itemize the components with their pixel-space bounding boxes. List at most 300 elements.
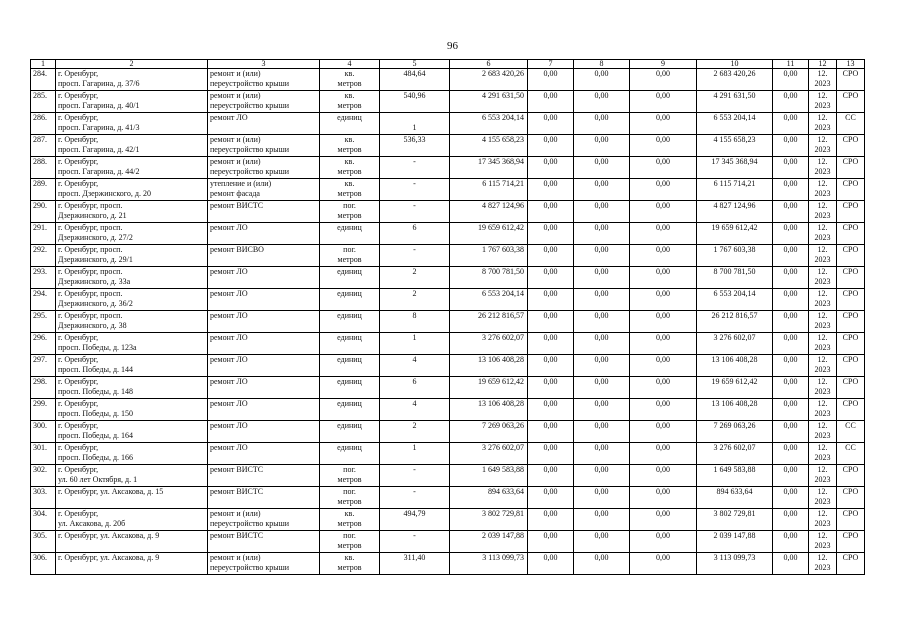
col8-cell: [574, 421, 630, 443]
unit-line-2: метров: [337, 189, 362, 198]
total-cost-cell: [450, 333, 528, 355]
col-header: 10: [697, 60, 773, 69]
row-number-text: 285.: [33, 91, 47, 100]
quantity-cell: [380, 377, 450, 399]
col-header: 1: [31, 60, 56, 69]
col10-value: 17 345 368,94: [711, 157, 758, 166]
col-header: 13: [837, 60, 865, 69]
col11-cell: [773, 487, 809, 509]
work-line-1: ремонт ЛО: [210, 355, 248, 364]
address-cell: [56, 443, 208, 465]
col10-cell: [697, 113, 773, 135]
month-cell: [809, 179, 837, 201]
col7-cell: [528, 113, 574, 135]
col8-value: 0,00: [594, 179, 609, 188]
quantity-cell: [380, 399, 450, 421]
method-cell: [837, 135, 865, 157]
total-cost-value: 4 291 631,50: [482, 91, 524, 100]
table-row: [31, 553, 865, 575]
address-cell: [56, 157, 208, 179]
total-cost-cell: [450, 509, 528, 531]
address-line-1: г. Оренбург,: [58, 465, 99, 474]
work-line-1: ремонт и (или): [210, 69, 261, 78]
total-cost-cell: [450, 245, 528, 267]
col9-cell: [630, 91, 697, 113]
address-line-1: г. Оренбург,: [58, 135, 99, 144]
col10-value: 6 553 204,14: [713, 289, 756, 298]
work-type-cell: [208, 355, 320, 377]
col7-value: 0,00: [543, 443, 558, 452]
table-row: [31, 355, 865, 377]
address-line-2: ул. Аксакова, д. 20б: [58, 519, 126, 528]
total-cost-cell: [450, 355, 528, 377]
address-line-2: Дзержинского, д. 38: [58, 321, 127, 330]
col11-value: 0,00: [783, 377, 798, 386]
table-row: [31, 157, 865, 179]
address-line-1: г. Оренбург,: [58, 69, 99, 78]
col7-value: 0,00: [543, 267, 558, 276]
address-cell: [56, 553, 208, 575]
col11-value: 0,00: [783, 355, 798, 364]
col8-cell: [574, 201, 630, 223]
col7-value: 0,00: [543, 157, 558, 166]
work-line-2: переустройство крыши: [210, 519, 290, 528]
total-cost-cell: [450, 223, 528, 245]
col7-cell: [528, 487, 574, 509]
address-cell: [56, 487, 208, 509]
month-line-1: 12.: [817, 135, 828, 144]
unit-cell: [320, 311, 380, 333]
work-type-cell: [208, 421, 320, 443]
col7-value: 0,00: [543, 69, 558, 78]
month-line-2: 2023: [814, 167, 831, 176]
table-row: [31, 487, 865, 509]
total-cost-cell: [450, 377, 528, 399]
method-cell: [837, 267, 865, 289]
month-cell: [809, 487, 837, 509]
col7-cell: [528, 399, 574, 421]
table-row: [31, 135, 865, 157]
unit-cell: [320, 355, 380, 377]
quantity-value: 2: [412, 421, 417, 430]
row-number: [31, 443, 56, 465]
month-line-2: 2023: [814, 453, 831, 462]
col7-cell: [528, 377, 574, 399]
row-number-text: 302.: [33, 465, 47, 474]
quantity-cell: [380, 113, 450, 135]
unit-line-2: метров: [337, 497, 362, 506]
col-header: 4: [320, 60, 380, 69]
row-number-text: 301.: [33, 443, 47, 452]
unit-line-1: единиц: [337, 223, 362, 232]
address-line-2: просп. Гагарина, д. 40/1: [58, 101, 140, 110]
col11-value: 0,00: [783, 69, 798, 78]
month-line-1: 12.: [817, 179, 828, 188]
col9-cell: [630, 553, 697, 575]
col8-cell: [574, 487, 630, 509]
method-value: СРО: [842, 333, 859, 342]
col8-value: 0,00: [594, 289, 609, 298]
quantity-cell: [380, 421, 450, 443]
method-value: СРО: [842, 91, 859, 100]
method-value: СРО: [842, 289, 859, 298]
col7-cell: [528, 421, 574, 443]
col7-value: 0,00: [543, 553, 558, 562]
quantity-value: -: [413, 487, 416, 496]
month-cell: [809, 223, 837, 245]
unit-cell: [320, 443, 380, 465]
unit-cell: [320, 179, 380, 201]
col-header: 5: [380, 60, 450, 69]
col8-cell: [574, 531, 630, 553]
col11-value: 0,00: [783, 179, 798, 188]
unit-line-1: единиц: [337, 311, 362, 320]
col11-cell: [773, 465, 809, 487]
address-line-1: г. Оренбург, ул. Аксакова, д. 9: [58, 531, 160, 540]
address-line-2: Дзержинского, д. 27/2: [58, 233, 133, 242]
col10-value: 3 113 099,73: [713, 553, 756, 562]
address-line-1: г. Оренбург, просп.: [58, 223, 123, 232]
col10-value: 4 291 631,50: [713, 91, 756, 100]
method-value: СС: [845, 421, 856, 430]
work-line-1: ремонт ВИСТС: [210, 465, 264, 474]
col7-cell: [528, 553, 574, 575]
col10-value: 19 659 612,42: [711, 223, 758, 232]
column-number-header: [31, 60, 865, 69]
method-value: СС: [845, 443, 856, 452]
unit-line-2: метров: [337, 519, 362, 528]
address-cell: [56, 223, 208, 245]
col9-cell: [630, 223, 697, 245]
month-cell: [809, 245, 837, 267]
unit-cell: [320, 113, 380, 135]
col8-cell: [574, 465, 630, 487]
total-cost-cell: [450, 135, 528, 157]
unit-line-1: кв.: [344, 135, 355, 144]
col8-value: 0,00: [594, 135, 609, 144]
month-cell: [809, 157, 837, 179]
month-cell: [809, 553, 837, 575]
col11-value: 0,00: [783, 311, 798, 320]
method-cell: [837, 91, 865, 113]
col10-cell: [697, 355, 773, 377]
unit-line-1: пог.: [343, 245, 356, 254]
unit-line-1: пог.: [343, 487, 356, 496]
col10-cell: [697, 465, 773, 487]
col11-value: 0,00: [783, 113, 798, 122]
address-line-2: просп. Победы, д. 148: [58, 387, 134, 396]
table-row: [31, 91, 865, 113]
col9-value: 0,00: [656, 201, 670, 210]
method-value: СРО: [842, 509, 859, 518]
row-number-text: 300.: [33, 421, 47, 430]
total-cost-value: 3 276 602,07: [482, 333, 524, 342]
col11-cell: [773, 355, 809, 377]
total-cost-value: 19 659 612,42: [478, 377, 524, 386]
address-line-1: г. Оренбург, ул. Аксакова, д. 15: [58, 487, 164, 496]
address-line-1: г. Оренбург,: [58, 179, 99, 188]
month-line-2: 2023: [814, 277, 831, 286]
month-cell: [809, 531, 837, 553]
row-number: [31, 113, 56, 135]
month-line-1: 12.: [817, 487, 828, 496]
unit-cell: [320, 553, 380, 575]
method-cell: [837, 311, 865, 333]
col8-cell: [574, 355, 630, 377]
col11-value: 0,00: [783, 399, 798, 408]
work-type-cell: [208, 289, 320, 311]
address-line-1: г. Оренбург,: [58, 509, 99, 518]
month-line-1: 12.: [817, 443, 828, 452]
col8-value: 0,00: [594, 223, 609, 232]
unit-line-1: единиц: [337, 355, 362, 364]
month-line-1: 12.: [817, 465, 828, 474]
col10-cell: [697, 135, 773, 157]
work-type-cell: [208, 69, 320, 91]
total-cost-value: 6 553 204,14: [482, 289, 524, 298]
quantity-cell: [380, 443, 450, 465]
method-value: СРО: [842, 267, 859, 276]
month-cell: [809, 399, 837, 421]
col11-cell: [773, 377, 809, 399]
row-number-text: 306.: [33, 553, 47, 562]
address-line-1: г. Оренбург,: [58, 91, 99, 100]
total-cost-cell: [450, 289, 528, 311]
col10-cell: [697, 333, 773, 355]
col7-value: 0,00: [543, 531, 558, 540]
col9-value: 0,00: [656, 531, 670, 540]
col11-value: 0,00: [783, 465, 798, 474]
quantity-cell: [380, 201, 450, 223]
work-line-1: ремонт ЛО: [210, 289, 248, 298]
address-line-1: г. Оренбург,: [58, 399, 99, 408]
col9-value: 0,00: [656, 69, 670, 78]
row-number-text: 304.: [33, 509, 47, 518]
col9-cell: [630, 487, 697, 509]
work-type-cell: [208, 443, 320, 465]
col8-value: 0,00: [594, 333, 609, 342]
col9-cell: [630, 311, 697, 333]
total-cost-value: 894 633,64: [488, 487, 524, 496]
col7-cell: [528, 355, 574, 377]
address-line-2: просп. Победы, д. 166: [58, 453, 134, 462]
quantity-cell: [380, 289, 450, 311]
method-cell: [837, 465, 865, 487]
quantity-value: 6: [412, 223, 417, 232]
col8-value: 0,00: [594, 157, 609, 166]
month-line-2: 2023: [814, 189, 831, 198]
work-line-1: ремонт и (или): [210, 509, 261, 518]
col7-value: 0,00: [543, 245, 558, 254]
col11-cell: [773, 531, 809, 553]
unit-cell: [320, 421, 380, 443]
col10-value: 894 633,64: [716, 487, 753, 496]
month-line-2: 2023: [814, 343, 831, 352]
col7-cell: [528, 179, 574, 201]
col10-value: 6 115 714,21: [713, 179, 756, 188]
quantity-cell: [380, 553, 450, 575]
table-row: [31, 399, 865, 421]
address-cell: [56, 69, 208, 91]
col9-value: 0,00: [656, 267, 670, 276]
month-line-1: 12.: [817, 91, 828, 100]
quantity-cell: [380, 465, 450, 487]
address-cell: [56, 421, 208, 443]
address-line-1: г. Оренбург,: [58, 333, 99, 342]
col9-cell: [630, 179, 697, 201]
col8-value: 0,00: [594, 487, 609, 496]
address-line-1: г. Оренбург, просп.: [58, 201, 123, 210]
row-number-text: 299.: [33, 399, 47, 408]
unit-line-1: пог.: [343, 201, 356, 210]
table-row: [31, 333, 865, 355]
col7-value: 0,00: [543, 355, 558, 364]
col9-value: 0,00: [656, 311, 670, 320]
col11-value: 0,00: [783, 443, 798, 452]
quantity-cell: [380, 487, 450, 509]
unit-line-1: единиц: [337, 333, 362, 342]
address-line-1: г. Оренбург,: [58, 157, 99, 166]
work-line-1: ремонт ЛО: [210, 333, 248, 342]
col11-cell: [773, 245, 809, 267]
work-type-cell: [208, 113, 320, 135]
unit-cell: [320, 487, 380, 509]
address-cell: [56, 245, 208, 267]
work-type-cell: [208, 487, 320, 509]
col11-cell: [773, 113, 809, 135]
unit-cell: [320, 267, 380, 289]
work-line-1: ремонт и (или): [210, 157, 261, 166]
quantity-cell: [380, 91, 450, 113]
col10-value: 6 553 204,14: [713, 113, 756, 122]
month-line-2: 2023: [814, 563, 831, 572]
address-cell: [56, 311, 208, 333]
work-line-1: ремонт ЛО: [210, 443, 248, 452]
month-cell: [809, 135, 837, 157]
col7-cell: [528, 465, 574, 487]
method-cell: [837, 553, 865, 575]
work-line-1: утепление и (или): [210, 179, 272, 188]
col9-value: 0,00: [656, 289, 670, 298]
month-cell: [809, 91, 837, 113]
month-cell: [809, 355, 837, 377]
col8-cell: [574, 267, 630, 289]
col8-cell: [574, 223, 630, 245]
col9-value: 0,00: [656, 91, 670, 100]
row-number: [31, 91, 56, 113]
month-line-2: 2023: [814, 475, 831, 484]
row-number: [31, 465, 56, 487]
row-number: [31, 531, 56, 553]
month-line-2: 2023: [814, 123, 831, 132]
col9-cell: [630, 509, 697, 531]
address-line-1: г. Оренбург,: [58, 443, 99, 452]
table-row: [31, 113, 865, 135]
quantity-value: 1: [412, 333, 417, 342]
unit-cell: [320, 245, 380, 267]
col10-cell: [697, 201, 773, 223]
col11-cell: [773, 135, 809, 157]
col8-value: 0,00: [594, 465, 609, 474]
work-type-cell: [208, 91, 320, 113]
method-value: СРО: [842, 157, 859, 166]
col8-value: 0,00: [594, 355, 609, 364]
col10-value: 4 155 658,23: [713, 135, 756, 144]
row-number-text: 305.: [33, 531, 47, 540]
col11-value: 0,00: [783, 245, 798, 254]
method-value: СРО: [842, 179, 859, 188]
row-number-text: 295.: [33, 311, 47, 320]
work-line-1: ремонт и (или): [210, 553, 261, 562]
col7-cell: [528, 333, 574, 355]
col9-cell: [630, 69, 697, 91]
work-type-cell: [208, 509, 320, 531]
month-cell: [809, 377, 837, 399]
month-cell: [809, 311, 837, 333]
month-cell: [809, 113, 837, 135]
total-cost-value: 3 802 729,81: [482, 509, 524, 518]
unit-line-1: кв.: [344, 509, 355, 518]
total-cost-cell: [450, 113, 528, 135]
method-value: СРО: [842, 553, 859, 562]
total-cost-cell: [450, 421, 528, 443]
table-row: [31, 179, 865, 201]
col7-cell: [528, 509, 574, 531]
col10-cell: [697, 377, 773, 399]
col11-value: 0,00: [783, 223, 798, 232]
month-line-2: 2023: [814, 431, 831, 440]
col8-cell: [574, 69, 630, 91]
col8-value: 0,00: [594, 531, 609, 540]
col8-cell: [574, 399, 630, 421]
address-cell: [56, 135, 208, 157]
address-line-1: г. Оренбург, просп.: [58, 311, 123, 320]
repair-schedule-table: [30, 59, 865, 575]
col10-value: 26 212 816,57: [711, 311, 758, 320]
month-line-1: 12.: [817, 377, 828, 386]
col7-value: 0,00: [543, 311, 558, 320]
unit-line-2: метров: [337, 563, 362, 572]
col7-cell: [528, 245, 574, 267]
col10-value: 2 039 147,88: [713, 531, 756, 540]
col10-value: 1 649 583,88: [713, 465, 756, 474]
quantity-value: 1: [412, 443, 417, 452]
col7-cell: [528, 135, 574, 157]
method-value: СРО: [842, 465, 859, 474]
work-line-1: ремонт ВИСТС: [210, 201, 264, 210]
work-line-1: ремонт и (или): [210, 91, 261, 100]
work-type-cell: [208, 135, 320, 157]
col7-value: 0,00: [543, 465, 558, 474]
col8-value: 0,00: [594, 509, 609, 518]
col9-cell: [630, 465, 697, 487]
row-number-text: 294.: [33, 289, 47, 298]
col10-cell: [697, 289, 773, 311]
col7-value: 0,00: [543, 289, 558, 298]
col9-cell: [630, 421, 697, 443]
address-line-1: г. Оренбург, просп.: [58, 245, 123, 254]
method-cell: [837, 245, 865, 267]
address-line-2: Дзержинского, д. 21: [58, 211, 127, 220]
col8-value: 0,00: [594, 69, 609, 78]
col8-value: 0,00: [594, 245, 609, 254]
total-cost-cell: [450, 69, 528, 91]
unit-line-1: пог.: [343, 465, 356, 474]
method-cell: [837, 223, 865, 245]
quantity-value: 6: [412, 377, 417, 386]
col10-cell: [697, 509, 773, 531]
quantity-cell: [380, 69, 450, 91]
